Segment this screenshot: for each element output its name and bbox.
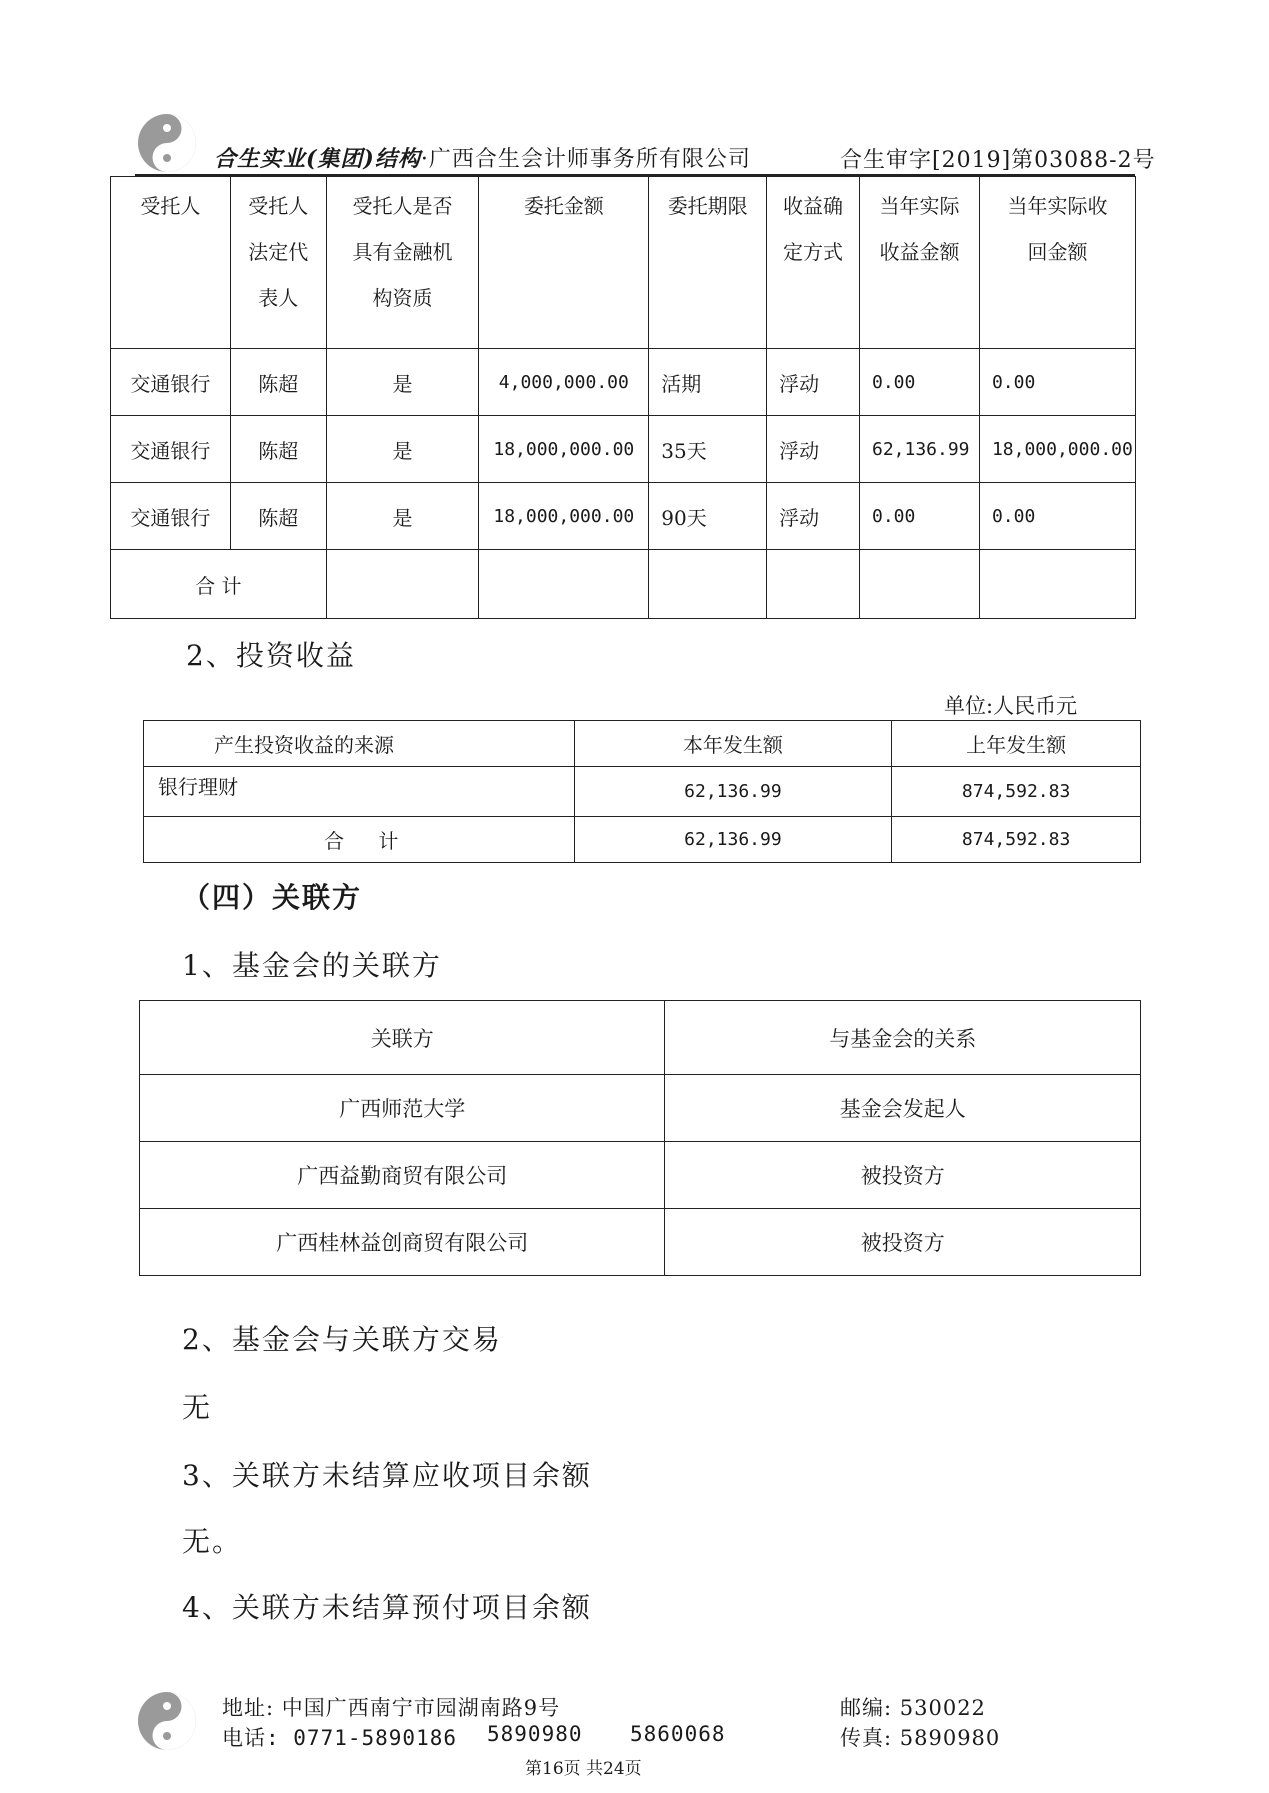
total-cell [479, 550, 649, 619]
table-row [140, 1075, 1141, 1142]
total-label: 合 计 [111, 550, 327, 619]
col-qualified-line: 构资质 [372, 286, 433, 310]
section-related-heading: （四）关联方 [182, 881, 363, 914]
cell-actual-return: 62,136.99 [859, 416, 979, 483]
cell-party: 广西益勤商贸有限公司 [140, 1142, 665, 1209]
cell-term: 35天 [649, 416, 767, 483]
footer-phone-2: 5890980 [487, 1722, 583, 1746]
cell-return-type: 浮动 [767, 349, 860, 416]
col-source: 产生投资收益的来源 [144, 721, 575, 767]
table-row [111, 349, 1136, 416]
no-receivables-text: 无。 [182, 1525, 243, 1558]
col-relation: 与基金会的关系 [665, 1001, 1141, 1075]
section-related-3: 3、关联方未结算应收项目余额 [182, 1459, 592, 1492]
col-recovered [979, 177, 1135, 349]
col-actual-return [859, 177, 979, 349]
footer-postcode: 邮编: 530022 [840, 1696, 986, 1720]
cell-source: 合 计 [144, 817, 575, 863]
col-recovered-line: 当年实际收 [1007, 194, 1108, 218]
related-parties-table [139, 1000, 1141, 1276]
table-header-row [144, 721, 1141, 767]
cell-recovered: 18,000,000.00 [979, 416, 1135, 483]
col-current: 本年发生额 [574, 721, 892, 767]
cell-amount: 4,000,000.00 [479, 349, 649, 416]
footer-phone: 电话: 0771-5890186 [222, 1726, 458, 1750]
col-actual-return-line: 收益金额 [879, 240, 960, 264]
cell-trustee: 交通银行 [111, 349, 231, 416]
investment-income-table [143, 720, 1141, 863]
col-term: 委托期限 [649, 177, 767, 349]
col-trustee: 受托人 [111, 177, 231, 349]
cell-previous: 874,592.83 [892, 767, 1141, 817]
firm-full-name: ·广西合生会计师事务所有限公司 [420, 147, 751, 172]
section-investment-heading: 2、投资收益 [186, 639, 356, 672]
cell-recovered: 0.00 [979, 483, 1135, 550]
cell-party: 广西桂林益创商贸有限公司 [140, 1209, 665, 1276]
col-previous: 上年发生额 [892, 721, 1141, 767]
cell-recovered: 0.00 [979, 349, 1135, 416]
col-legal-rep-line: 表人 [258, 286, 299, 310]
cell-qualified: 是 [326, 483, 479, 550]
cell-term: 活期 [649, 349, 767, 416]
cell-rep: 陈超 [230, 349, 326, 416]
cell-term: 90天 [649, 483, 767, 550]
col-qualified-line: 具有金融机 [352, 240, 453, 264]
total-cell [859, 550, 979, 619]
table-row [111, 483, 1136, 550]
entrusted-funds-table [110, 176, 1136, 619]
table-header-row [111, 177, 1136, 349]
page-number: 第16页 共24页 [525, 1759, 642, 1779]
cell-actual-return: 0.00 [859, 349, 979, 416]
col-legal-rep-line: 受托人 [248, 194, 309, 218]
col-amount: 委托金额 [479, 177, 649, 349]
cell-amount: 18,000,000.00 [479, 483, 649, 550]
cell-rep: 陈超 [230, 483, 326, 550]
cell-source: 银行理财 [144, 767, 575, 817]
cell-party: 广西师范大学 [140, 1075, 665, 1142]
table-row [140, 1209, 1141, 1276]
no-transactions-text: 无 [182, 1391, 213, 1424]
col-return-type-line: 定方式 [783, 240, 844, 264]
section-related-1: 1、基金会的关联方 [182, 949, 442, 982]
cell-qualified: 是 [326, 416, 479, 483]
report-number: 合生审字[2019]第03088-2号 [840, 148, 1156, 173]
cell-rep: 陈超 [230, 416, 326, 483]
table-header-row [140, 1001, 1141, 1075]
total-row [144, 817, 1141, 863]
col-qualified-line: 受托人是否 [352, 194, 453, 218]
firm-script-name: 合生实业(集团)结构 [214, 146, 421, 172]
cell-current: 62,136.99 [574, 767, 892, 817]
table-row [111, 416, 1136, 483]
col-legal-rep-line: 法定代 [248, 240, 309, 264]
total-cell [649, 550, 767, 619]
cell-amount: 18,000,000.00 [479, 416, 649, 483]
cell-relation: 被投资方 [665, 1142, 1141, 1209]
total-row [111, 550, 1136, 619]
unit-label: 单位:人民币元 [944, 694, 1078, 718]
footer-address: 地址: 中国广西南宁市园湖南路9号 [222, 1696, 561, 1720]
cell-qualified: 是 [326, 349, 479, 416]
total-cell [979, 550, 1135, 619]
cell-relation: 基金会发起人 [665, 1075, 1141, 1142]
col-party: 关联方 [140, 1001, 665, 1075]
col-actual-return-line: 当年实际 [879, 194, 960, 218]
col-recovered-line: 回金额 [1027, 240, 1088, 264]
col-legal-rep [230, 177, 326, 349]
table-row [144, 767, 1141, 817]
cell-trustee: 交通银行 [111, 416, 231, 483]
footer-phone-3: 5860068 [630, 1722, 726, 1746]
cell-previous: 874,592.83 [892, 817, 1141, 863]
table-row [140, 1142, 1141, 1209]
col-return-type [767, 177, 860, 349]
section-related-4: 4、关联方未结算预付项目余额 [182, 1591, 592, 1624]
footer-fax: 传真: 5890980 [840, 1726, 1001, 1750]
col-return-type-line: 收益确 [783, 194, 844, 218]
firm-logo [136, 1690, 198, 1752]
cell-actual-return: 0.00 [859, 483, 979, 550]
total-cell [767, 550, 860, 619]
cell-return-type: 浮动 [767, 416, 860, 483]
section-related-2: 2、基金会与关联方交易 [182, 1323, 502, 1356]
col-qualified [326, 177, 479, 349]
cell-return-type: 浮动 [767, 483, 860, 550]
total-cell [326, 550, 479, 619]
cell-trustee: 交通银行 [111, 483, 231, 550]
firm-logo [136, 112, 198, 174]
cell-current: 62,136.99 [574, 817, 892, 863]
cell-relation: 被投资方 [665, 1209, 1141, 1276]
firm-name [214, 142, 751, 173]
